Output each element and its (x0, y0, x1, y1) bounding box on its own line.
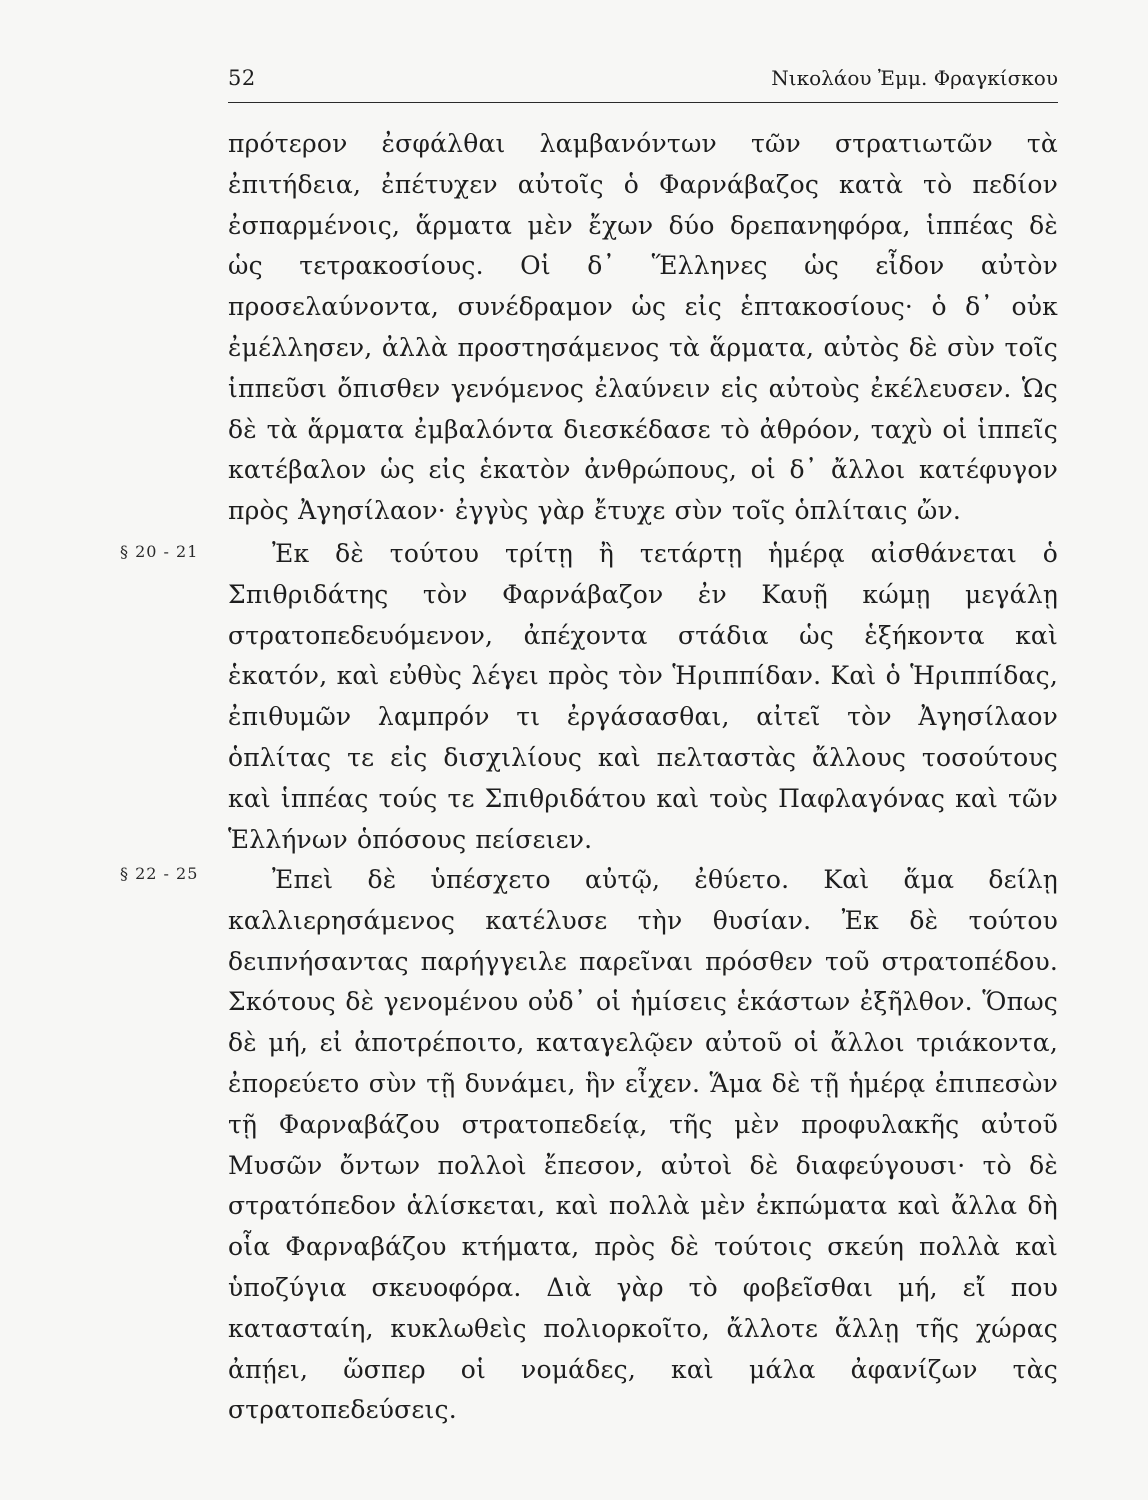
section-reference-22-25: § 22 - 25 (120, 864, 199, 883)
page-header (228, 66, 1058, 103)
paragraph-3: Ἐπεὶ δὲ ὑπέσχετο αὐτῷ, ἐθύετο. Καὶ ἅμα δείλῃ καλλιερησάμενος κατέλυσε τὴν θυσίαν. Ἐκ δὲ τούτου δειπνήσαντας παρήγγειλε παρεῖναι πρόσθεν τοῦ στρατοπέδου. Σκότους δὲ γενομένου οὐδ᾿ οἱ ἡμίσεις ἑκάστων ἐξῆλθον. Ὅπως δὲ μή, εἰ ἀποτρέποιτο, καταγελῷεν αὐτοῦ οἱ ἄλλοι τριάκοντα, ἐπορεύετο σὺν τῇ δυνάμει, ἣν εἶχεν. Ἅμα δὲ τῇ ἡμέρᾳ ἐπιπεσὼν τῇ Φαρναβάζου στρατοπεδείᾳ, τῆς μὲν προφυλακῆς αὐτοῦ Μυσῶν ὄντων πολλοὶ ἔπεσον, αὐτοὶ δὲ διαφεύγουσι· τὸ δὲ στρατόπεδον ἁλίσκεται, καὶ πολλὰ μὲν ἐκπώματα καὶ ἄλλα δὴ οἷα Φαρναβάζου κτήματα, πρὸς δὲ τούτοις σκεύη πολλὰ καὶ ὑποζύγια σκευοφόρα. Διὰ γὰρ τὸ φοβεῖσθαι μή, εἴ που κατασταίη, κυκλωθεὶς πολιορκοῖτο, ἄλλοτε ἄλλῃ τῆς χώρας ἀπῄει, ὥσπερ οἱ νομάδες, καὶ μάλα ἀφανίζων τὰς στρατοπεδεύσεις. (228, 865, 1058, 1425)
page-number: 52 (228, 66, 256, 90)
section-reference-20-21: § 20 - 21 (120, 542, 199, 561)
paragraph-2: Ἐκ δὲ τούτου τρίτῃ ἢ τετάρτῃ ἡμέρᾳ αἰσθάνεται ὁ Σπιθριδάτης τὸν Φαρνάβαζον ἐν Καυῇ κώμῃ μεγάλῃ στρατοπεδευόμενον, ἀπέχοντα στάδια ὡς ἑξήκοντα καὶ ἑκατόν, καὶ εὐθὺς λέγει πρὸς τὸν Ἡριππίδαν. Καὶ ὁ Ἡριππίδας, ἐπιθυμῶν λαμπρόν τι ἐργάσασθαι, αἰτεῖ τὸν Ἀγησίλαον ὁπλίτας τε εἰς δισχιλίους καὶ πελταστὰς ἄλλους τοσούτους καὶ ἱππέας τούς τε Σπιθριδάτου καὶ τοὺς Παφλαγόνας καὶ τῶν Ἑλλήνων ὁπόσους πείσειεν. (228, 539, 1058, 854)
running-head: Νικολάου Ἐμμ. Φραγκίσκου (771, 66, 1058, 90)
paragraph-1: πρότερον ἐσφάλθαι λαμβανόντων τῶν στρατιωτῶν τὰ ἐπιτήδεια, ἐπέτυχεν αὐτοῖς ὁ Φαρνάβαζος κατὰ τὸ πεδίον ἐσπαρμένοις, ἅρματα μὲν ἔχων δύο δρεπανηφόρα, ἱππέας δὲ ὡς τετρακοσίους. Οἱ δ᾿ Ἕλληνες ὡς εἶδον αὐτὸν προσελαύνοντα, συνέδραμον ὡς εἰς ἑπτακοσίους· ὁ δ᾿ οὐκ ἐμέλλησεν, ἀλλὰ προστησάμενος τὰ ἅρματα, αὐτὸς δὲ σὺν τοῖς ἱππεῦσι ὄπισθεν γενόμενος ἐλαύνειν εἰς αὐτοὺς ἐκέλευσεν. Ὡς δὲ τὰ ἅρματα ἐμβαλόντα διεσκέδασε τὸ ἀθρόον, ταχὺ οἱ ἱππεῖς κατέβαλον ὡς εἰς ἑκατὸν ἀνθρώπους, οἱ δ᾿ ἄλλοι κατέφυγον πρὸς Ἀγησίλαον· ἐγγὺς γὰρ ἔτυχε σὺν τοῖς ὁπλίταις ὤν. (228, 129, 1058, 526)
